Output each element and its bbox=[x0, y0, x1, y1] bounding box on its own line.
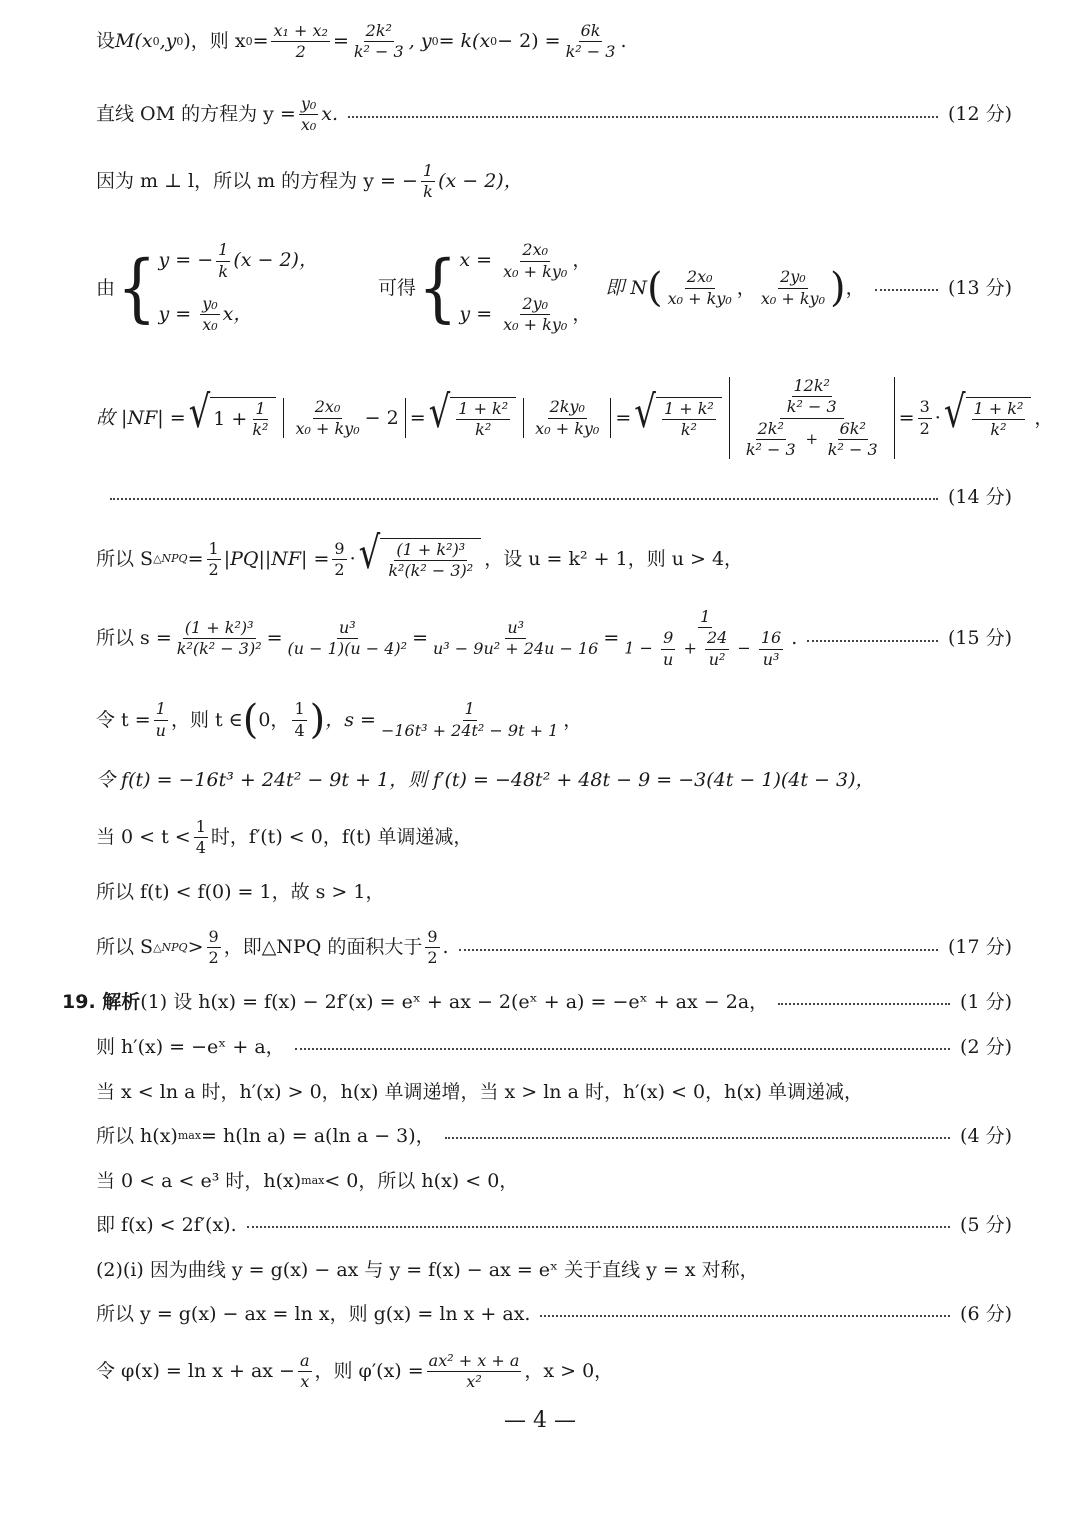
fraction: $\frac{1}{k}$ bbox=[422, 161, 434, 202]
equation-system: y = − $\frac{1}{k}$ (x − 2)， y = $\frac{\text{y₀}}{\text{x₀}}$ x， bbox=[158, 240, 318, 335]
line-NF-length: 故 |NF| = √ 1 + $\frac{1}{\text{k²}}$ $\frac{\text{2x₀}}{\text{x₀ + ky₀}}$ − 2 = √ $\frac{\text{1 + k²}}{\text{k²}}$ $\frac{\text{2ky₀}}{\text{x₀ + ky₀}}$ = √ $\frac{\text{1 + k²}}{\text{k²}}$ $\frac{\text{12k²}}{\text{k² − 3}}$ $\frac{\text{2k²}}{\text{k² − 3}}$ + $\frac{\text{6k²}}{\text{k² − 3}}$ = $\frac{3}{2}$ · √ $\frac{\text{1 + k²}}{\text{k²}}$ ， bbox=[96, 375, 1054, 459]
dotted-leader bbox=[295, 1048, 950, 1050]
dotted-leader bbox=[459, 949, 938, 951]
line-s-substitution: 所以 s = $\frac{\text{(1 + k²)³}}{\text{k²(k² − 3)²}}$ = $\frac{\text{u³}}{\text{(u − 1)(u − 4)²}}$ = $\frac{\text{u³}}{\text{u³ − 9u² + 24u − 16}}$ = 1 1 − $\frac{9}{u}$ + $\frac{24}{\text{u²}}$ − $\frac{16}{\text{u³}}$ . (15 分) bbox=[96, 607, 1012, 669]
line-g-expression: 所以 y = g(x) − ax = ln x，则 g(x) = ln x + ax. (6 分) bbox=[96, 1303, 1012, 1325]
line-OM-equation: 直线 OM 的方程为 y = $\frac{\text{y₀}}{\text{x₀}}$ x. (12 分) bbox=[96, 94, 1012, 135]
line-f-less-2f-prime: 即 f(x) < 2f′(x). (5 分) bbox=[96, 1214, 1012, 1236]
dotted-leader bbox=[807, 640, 938, 642]
line-h-negative: 当 0 < a < e³ 时，h(x) max < 0，所以 h(x) < 0， bbox=[96, 1170, 519, 1192]
score-label: (5 分) bbox=[960, 1214, 1012, 1236]
line-f-less-than-1: 所以 f(t) < f(0) = 1，故 s > 1， bbox=[96, 881, 385, 903]
page-number: — 4 — bbox=[504, 1408, 576, 1433]
line-area-S: 所以 S △NPQ = $\frac{1}{2}$ |PQ||NF| = $\frac{9}{2}$ · √ $\frac{\text{(1 + k²)³}}{\text{k²(k² − 3)²}}$ ，设 u = k² + 1，则 u > 4， bbox=[96, 527, 744, 581]
line-system-solve-N: 由 { y = − $\frac{1}{k}$ (x − 2)， y = $\frac{\text{y₀}}{\text{x₀}}$ x， 可得 { x = $\frac{\text{2x₀}}{\text{x₀ + ky₀}}$ ， y = $\frac{\text{2y₀}}{\text{x₀ + ky₀}}$ ， 即 N ( $\frac{\text{2x₀}}{\text{x₀ + ky₀}}$ ， $\frac{\text{2y₀}}{\text{x₀ + ky₀}}$ ) ， (13 分) bbox=[96, 240, 1012, 335]
line-m-equation: 因为 m ⊥ l，所以 m 的方程为 y = − $\frac{1}{k}$ (x − 2)， bbox=[96, 161, 523, 202]
score-label: (12 分) bbox=[947, 103, 1012, 126]
score-label: (6 分) bbox=[960, 1303, 1012, 1325]
score-label: (2 分) bbox=[960, 1036, 1012, 1058]
dotted-leader bbox=[445, 1137, 950, 1139]
square-root: √ $\frac{\text{1 + k²}}{\text{k²}}$ bbox=[634, 397, 722, 440]
fraction: $\frac{\text{y₀}}{\text{x₀}}$ bbox=[300, 94, 317, 135]
score-label: (1 分) bbox=[960, 991, 1012, 1013]
fraction: $\frac{\text{x₁ + x₂}}{2}$ bbox=[273, 21, 328, 62]
line-let-t: 令 t = $\frac{1}{u}$ ，则 t ∈ ( 0， $\frac{1}{4}$ ) ，s = $\frac{1}{\text{−16t³ + 24t² − 9t + 1}}$ ， bbox=[96, 697, 583, 743]
line-h-monotonic: 当 x < ln a 时，h′(x) > 0，h(x) 单调递增，当 x > ln a 时，h′(x) < 0，h(x) 单调递减， bbox=[96, 1081, 863, 1103]
square-root: √ $\frac{\text{1 + k²}}{\text{k²}}$ bbox=[944, 397, 1032, 440]
line-q19-part1: 19. 解析 (1) 设 h(x) = f(x) − 2f′(x) = eˣ + ax − 2(eˣ + a) = −eˣ + ax − 2a， (1 分) bbox=[62, 991, 1012, 1013]
line-f-decreasing: 当 0 < t < $\frac{1}{4}$ 时，f′(t) < 0，f(t) 单调递减， bbox=[96, 817, 473, 858]
line-score-14 bbox=[110, 487, 1012, 508]
absolute-value: $\frac{\text{12k²}}{\text{k² − 3}}$ $\frac{\text{2k²}}{\text{k² − 3}}$ + $\frac{\text{6k²}}{\text{k² − 3}}$ bbox=[729, 377, 895, 460]
line-area-conclusion: 所以 S △NPQ > $\frac{9}{2}$ ，即△NPQ 的面积大于 $\frac{9}{2}$ . (17 分) bbox=[96, 927, 1012, 968]
fraction: $\frac{6k}{\text{k² − 3}}$ bbox=[565, 21, 616, 62]
left-brace: { bbox=[417, 243, 458, 332]
square-root: √ $\frac{\text{(1 + k²)³}}{\text{k²(k² − 3)²}}$ bbox=[359, 538, 482, 581]
dotted-leader bbox=[875, 289, 938, 291]
line-h-max: 所以 h(x) max = h(ln a) = a(ln a − 3)， (4 分) bbox=[96, 1125, 1012, 1147]
line-phi-definition: 令 φ(x) = ln x + ax − $\frac{a}{x}$ ，则 φ′(x) = $\frac{\text{ax² + x + a}}{\text{x²}}$ ，x > 0， bbox=[96, 1351, 614, 1392]
dotted-leader bbox=[247, 1226, 950, 1228]
square-root: √ 1 + $\frac{1}{\text{k²}}$ bbox=[189, 397, 277, 440]
left-brace: { bbox=[117, 243, 157, 332]
square-root: √ $\frac{\text{1 + k²}}{\text{k²}}$ bbox=[429, 397, 517, 440]
question-number: 19. 解析 bbox=[62, 991, 141, 1013]
line-mid-point-M: 设 M(x 0 ,y 0 )，则 x 0 = $\frac{\text{x₁ + x₂}}{2}$ = $\frac{\text{2k²}}{\text{k² − 3}}$ , y 0 = k(x 0 − 2) = $\frac{6k}{\text{k² − 3}}$ . bbox=[96, 21, 627, 62]
fraction: $\frac{\text{2k²}}{\text{k² − 3}}$ bbox=[353, 21, 404, 62]
line-h-prime: 则 h′(x) = −eˣ + a， (2 分) bbox=[96, 1036, 1012, 1058]
score-label: (4 分) bbox=[960, 1125, 1012, 1147]
dotted-leader bbox=[778, 1003, 950, 1005]
line-f-t-derivative: 令 f(t) = −16t³ + 24t² − 9t + 1，则 f′(t) = −48t² + 48t − 9 = −3(4t − 1)(4t − 3)， bbox=[96, 769, 875, 791]
absolute-value: $\frac{\text{2ky₀}}{\text{x₀ + ky₀}}$ bbox=[523, 398, 611, 438]
line-part2-symmetry: (2)(ⅰ) 因为曲线 y = g(x) − ax 与 y = f(x) − ax = eˣ 关于直线 y = x 对称， bbox=[96, 1259, 759, 1281]
score-label: (15 分) bbox=[947, 627, 1012, 650]
solution-system: x = $\frac{\text{2x₀}}{\text{x₀ + ky₀}}$ ， y = $\frac{\text{2y₀}}{\text{x₀ + ky₀}}$ ， bbox=[459, 240, 592, 335]
absolute-value: $\frac{\text{2x₀}}{\text{x₀ + ky₀}}$ − 2 bbox=[283, 398, 405, 438]
dotted-leader bbox=[110, 498, 938, 500]
dotted-leader bbox=[348, 116, 938, 118]
score-label: (14 分) bbox=[947, 486, 1012, 508]
score-label: (13 分) bbox=[947, 276, 1012, 299]
score-label: (17 分) bbox=[947, 936, 1012, 959]
dotted-leader bbox=[540, 1315, 950, 1317]
